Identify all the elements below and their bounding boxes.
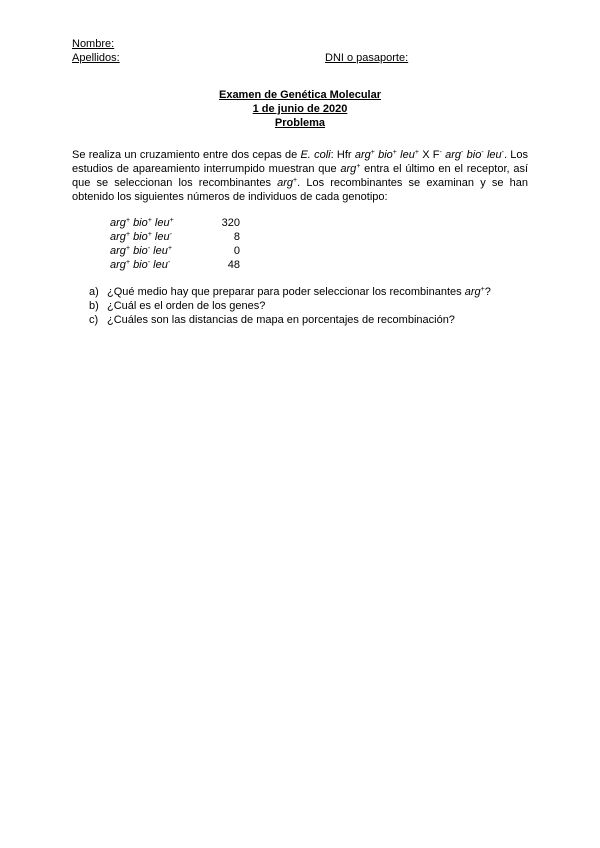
- statement-line-3: que se seleccionan los recombinantes arg+. Los recombinantes se examinan y se han: [72, 177, 528, 189]
- question-text: ¿Cuáles son las distancias de mapa en porcentajes de recombinación?: [107, 314, 455, 326]
- genotype-row: [110, 258, 240, 272]
- genotype-row: [110, 230, 240, 244]
- genotype-label: arg+ bio+ leu+: [110, 217, 174, 229]
- title-line-1: Examen de Genética Molecular: [218, 89, 381, 101]
- genotype-label: arg+ bio+ leu-: [110, 231, 172, 243]
- genotype-label: arg+ bio- leu-: [110, 259, 171, 271]
- apellidos-label: Apellidos:: [72, 52, 120, 64]
- statement-line-2: estudios de apareamiento interrumpido muestran que arg+ entra el último en el receptor, así: [72, 163, 528, 175]
- statement-line-4: obtenido los siguientes números de individuos de cada genotipo:: [72, 191, 388, 203]
- nombre-label: Nombre:: [72, 38, 115, 50]
- question-text: ¿Qué medio hay que preparar para poder seleccionar los recombinantes arg+?: [107, 286, 491, 298]
- genotype-count: 8: [233, 231, 240, 243]
- problem-statement: [72, 148, 528, 204]
- question-letter: b): [89, 300, 99, 312]
- statement-line-1: Se realiza un cruzamiento entre dos cepas de E. coli: Hfr arg+ bio+ leu+ X F- arg- bio- leu-. Los: [72, 149, 529, 161]
- genotype-count: 320: [221, 217, 240, 229]
- genotype-label: arg+ bio- leu+: [110, 245, 172, 257]
- title-line-2: 1 de junio de 2020: [252, 103, 348, 115]
- question-letter: c): [89, 314, 99, 326]
- genotype-count: 48: [227, 259, 240, 271]
- question-letter: a): [89, 286, 99, 298]
- title-line-3: Problema: [274, 117, 326, 129]
- exam-title: [72, 88, 528, 130]
- question-text: ¿Cuál es el orden de los genes?: [107, 300, 266, 312]
- genotype-row: [110, 244, 240, 258]
- ecoli-text: E. coli: [300, 149, 331, 161]
- genotype-row: [110, 216, 240, 230]
- genotype-count: 0: [233, 245, 240, 257]
- genotype-table: [110, 216, 240, 272]
- dni-label: DNI o pasaporte:: [325, 52, 409, 64]
